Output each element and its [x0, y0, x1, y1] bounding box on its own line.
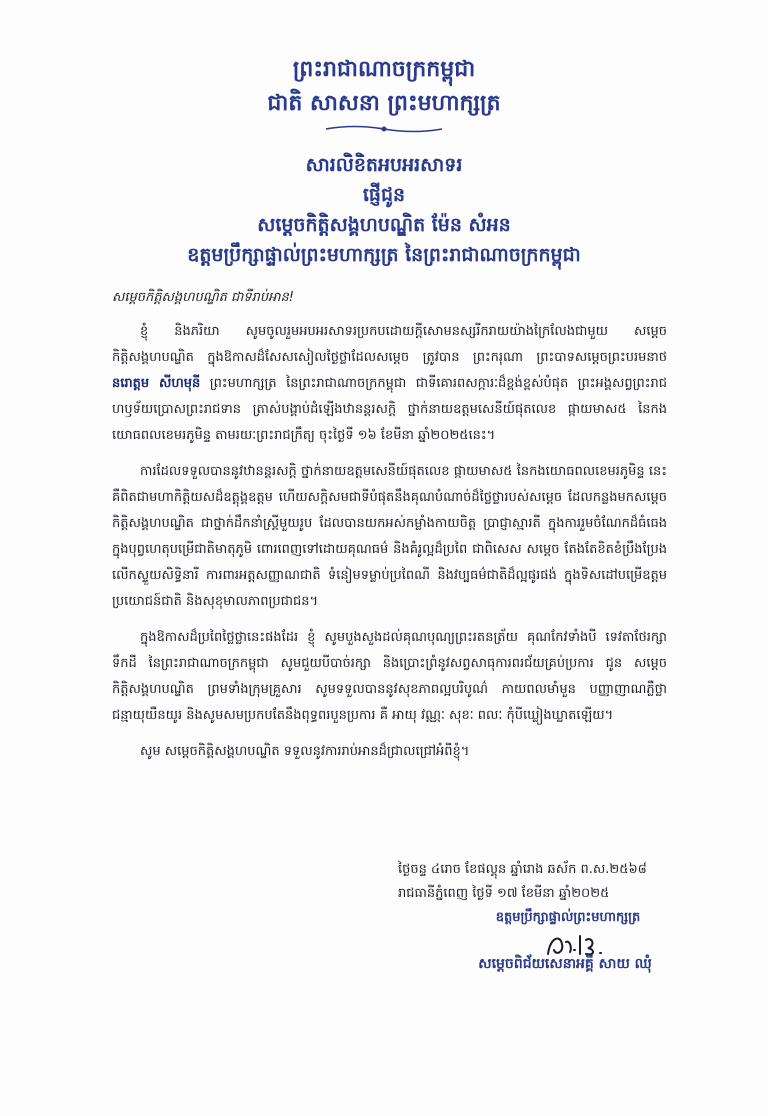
- king-name: នរោត្តម សីហមុនី: [112, 376, 201, 391]
- signer-name: សម្តេចពិជ័យសេនាអគ្គី សាយ ឈុំ: [478, 956, 652, 972]
- divider-ornament-icon: [324, 124, 444, 134]
- paragraph-3: ក្នុងឱកាសដ៏ប្រពៃថ្លៃថ្លានេះផងដែរ ខ្ញុំ សូមបួងសួងដល់គុណបុណ្យព្រះរតនត្រ័យ គុណកែវទាំងបី ទេវតាថែរក្សាទឹកដី នៃព្រះរាជាណាចក្រកម្ពុជា សូមជួយបីបាច់រក្សា និងប្រោះព្រំនូវសព្វសាធុការពរជ័យគ្រប់ប្រការ ជូន សម្តេចកិត្តិសង្គហបណ្ឌិត ព្រមទាំងក្រុមគ្រួសារ សូមទទួលបាននូវសុខភាពល្អបរិបូណ៌ កាយពលមាំមួន បញ្ញាញាណភ្លឺថ្លា ជន្មាយុយឺនយូរ និងសូមសមប្រកបតែនឹងពុទ្ធពរបួនប្រការ គឺ អាយុ វណ្ណៈ សុខៈ ពលៈ កុំបីឃ្លៀងឃ្លាតឡើយ។: [112, 630, 667, 723]
- lunar-date: ថ្ងៃចន្ទ ៤រោច ខែផល្គុន ឆ្នាំរោង ឆស័ក ព.ស.២៥៦៨: [398, 862, 647, 877]
- letter-title: សារលិខិតអបអរសាទរ: [305, 154, 463, 176]
- national-motto: ជាតិ សាសនា ព្រះមហាក្សត្រ: [267, 90, 501, 116]
- recipient-position: ឧត្តមប្រឹក្សាផ្ទាល់ព្រះមហាក្សត្រ នៃព្រះរាជាណាចក្រកម្ពុជា: [187, 244, 581, 266]
- paragraph-1: [112, 319, 667, 449]
- letter-title-block: [0, 150, 768, 270]
- paragraph-1-part-b: ព្រះមហាក្សត្រ នៃព្រះរាជាណាចក្រកម្ពុជា ជាទីគោរពសក្ការៈដ៏ខ្ពង់ខ្ពស់បំផុត ព្រះអង្គសព្វព្រះរាជហឫទ័យប្រោសព្រះរាជទាន ត្រាស់បង្គាប់ដំឡើងឋានន្តរសក្តិ ថ្នាក់នាយឧត្តមសេនីយ៍ផុតលេខ ផ្កាយមាស៥ នៃកងយោធពលខេមរភូមិន្ទ តាមរយៈព្រះរាជក្រឹត្យ ចុះថ្ងៃទី ១៦ ខែមីនា ឆ្នាំ២០២៥នេះ។: [112, 376, 667, 443]
- letter-header: [0, 52, 768, 134]
- salutation: សម្តេចកិត្តិសង្គហបណ្ឌិត ជាទីរាប់អាន!: [112, 290, 294, 305]
- closing-line: សូម សម្តេចកិត្តិសង្គហបណ្ឌិត ទទួលនូវការរាប់អានដ៏ជ្រាលជ្រៅអំពីខ្ញុំ។: [140, 744, 470, 759]
- solar-date: រាជធានីភ្នំពេញ ថ្ងៃទី ១៧ ខែមីនា ឆ្នាំ២០២៥: [398, 886, 610, 901]
- letter-body: [112, 285, 667, 765]
- letter-addressed-to: ផ្ញើជូន: [362, 184, 406, 206]
- recipient-name: សម្តេចកិត្តិសង្គហបណ្ឌិត ម៉ែន សំអន: [257, 214, 511, 236]
- signer-office: ឧត្តមប្រឹក្សាផ្ទាល់ព្រះមហាក្សត្រ: [495, 910, 641, 925]
- paragraph-1-part-a: ខ្ញុំ និងភរិយា សូមចូលរួមអបអរសាទរប្រកបដោយក្តីសោមនស្សរីករាយយ៉ាងក្រៃលែងជាមួយ សម្តេចកិត្តិសង្គហបណ្ឌិត ក្នុងឱកាសដ៏សែសសៀលថ្ងៃថ្លាដែលសម្តេច ត្រូវបាន ព្រះករុណា ព្រះបាទសម្តេចព្រះបរមនាថ: [112, 324, 667, 365]
- paragraph-2: ការដែលទទួលបាននូវឋានន្តរសក្តិ ថ្នាក់នាយឧត្តមសេនីយ៍ផុតលេខ ផ្កាយមាស៥ នៃកងយោធពលខេមរភូមិន្ទ នេះ គឺពិតជាមហាកិត្តិយសដ៏ឧត្តុង្គឧត្តម ហើយសក្តិសមជាទីបំផុតនឹងគុណបំណាច់ដ៏ថ្លៃថ្លារបស់សម្តេច ដែលកន្លងមកសម្តេចកិត្តិសង្គហបណ្ឌិត ជាថ្នាក់ដឹកនាំស្ត្រីមួយរូប ដែលបានយកអស់កម្លាំងកាយចិត្ត ប្រាជ្ញាស្មារតី ក្នុងការរួមចំណែកដ៏ធំធេងក្នុងបុព្វហេតុបម្រើជាតិមាតុភូមិ ពោរពេញទៅដោយគុណធម៌ និងគំរូល្អដ៏ប្រពៃ ជាពិសេស សម្តេច តែងតែខិតខំប្រឹងប្រែងលើកស្ទួយសិទ្ធិនារី ការពារអត្តសញ្ញាណជាតិ ទំនៀមទម្លាប់ប្រពៃណី និងវប្បធម៌ជាតិដ៏ល្អផូរផង់ ក្នុងទិសដៅបម្រើឧត្តមប្រយោជន៍ជាតិ និងសុខុមាលភាពប្រជាជន។: [112, 464, 667, 609]
- kingdom-heading: ព្រះរាជាណាចក្រកម្ពុជា: [292, 56, 476, 82]
